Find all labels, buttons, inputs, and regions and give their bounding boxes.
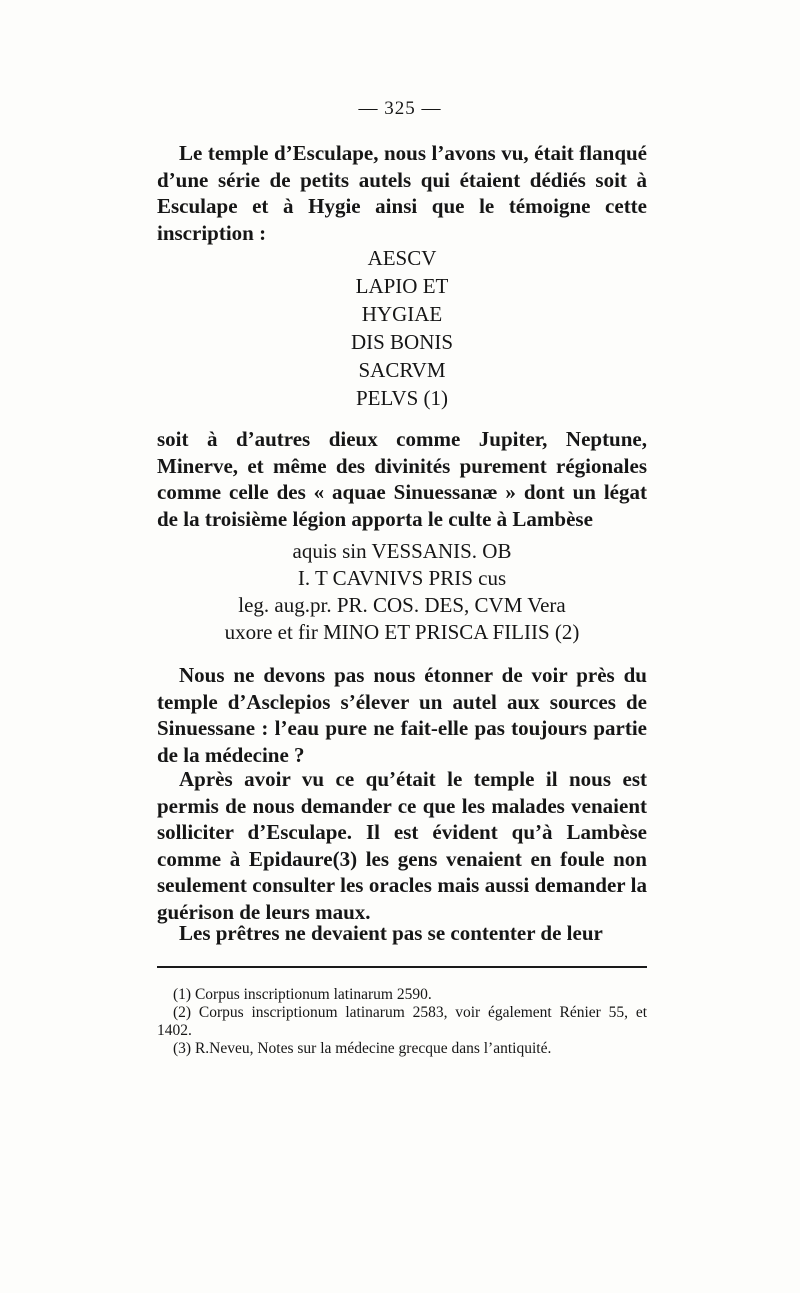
footnote: (1) Corpus inscriptionum latinarum 2590. bbox=[173, 986, 432, 1003]
inscription-line: AESCV bbox=[367, 246, 437, 270]
footnote: (3) R.Neveu, Notes sur la médecine grecque dans l’antiquité. bbox=[173, 1040, 552, 1057]
inscription-line: LAPIO ET bbox=[355, 274, 449, 298]
inscription-line: HYGIAE bbox=[361, 302, 443, 326]
paragraph-intro: Le temple d’Esculape, nous l’avons vu, était flanqué d’une série de petits autels qui étaient dédiés soit à Esculape et à Hygie ainsi que le témoigne cette inscription : bbox=[157, 141, 647, 245]
paragraph-priests: Les prêtres ne devaient pas se contenter de leur bbox=[179, 921, 603, 945]
paragraph-asclepios-altar: Nous ne devons pas nous étonner de voir près du temple d’Asclepios s’élever un autel aux sources de Sinuessane : l’eau pure ne fait-elle pas toujours partie de la médecine ? bbox=[157, 663, 647, 767]
inscription-aesculapius-hygiae bbox=[157, 244, 647, 412]
footnote: (2) Corpus inscriptionum latinarum 2583, voir également Rénier 55, et 1402. bbox=[157, 1004, 647, 1039]
inscription-line: SACRVM bbox=[358, 358, 446, 382]
inscription-line: I. T CAVNIVS PRIS cus bbox=[297, 566, 507, 590]
paragraph-other-gods: soit à d’autres dieux comme Jupiter, Neptune, Minerve, et même des divinités purement régionales comme celle des « aquae Sinuessanæ » dont un légat de la troisième légion apporta le culte à Lambèse bbox=[157, 427, 647, 531]
inscription-line: PELVS (1) bbox=[356, 386, 448, 410]
inscription-line: uxore et fir MINO ET PRISCA FILIIS (2) bbox=[224, 620, 580, 644]
inscription-aquae-sinuessanae bbox=[157, 538, 647, 646]
inscription-line: leg. aug.pr. PR. COS. DES, CVM Vera bbox=[238, 593, 566, 617]
inscription-line: DIS BONIS bbox=[350, 330, 454, 354]
footnotes bbox=[157, 986, 647, 1058]
inscription-line: aquis sin VESSANIS. OB bbox=[292, 539, 512, 563]
footnote-divider bbox=[157, 966, 647, 968]
paragraph-patients: Après avoir vu ce qu’était le temple il nous est permis de nous demander ce que les malades venaient solliciter d’Esculape. Il est évident qu’à Lambèse comme à Epidaure(3) les gens venaient en foule non seulement consulter les oracles mais aussi demander la guérison de leurs maux. bbox=[157, 767, 647, 924]
page-number: — 325 — bbox=[358, 98, 442, 119]
